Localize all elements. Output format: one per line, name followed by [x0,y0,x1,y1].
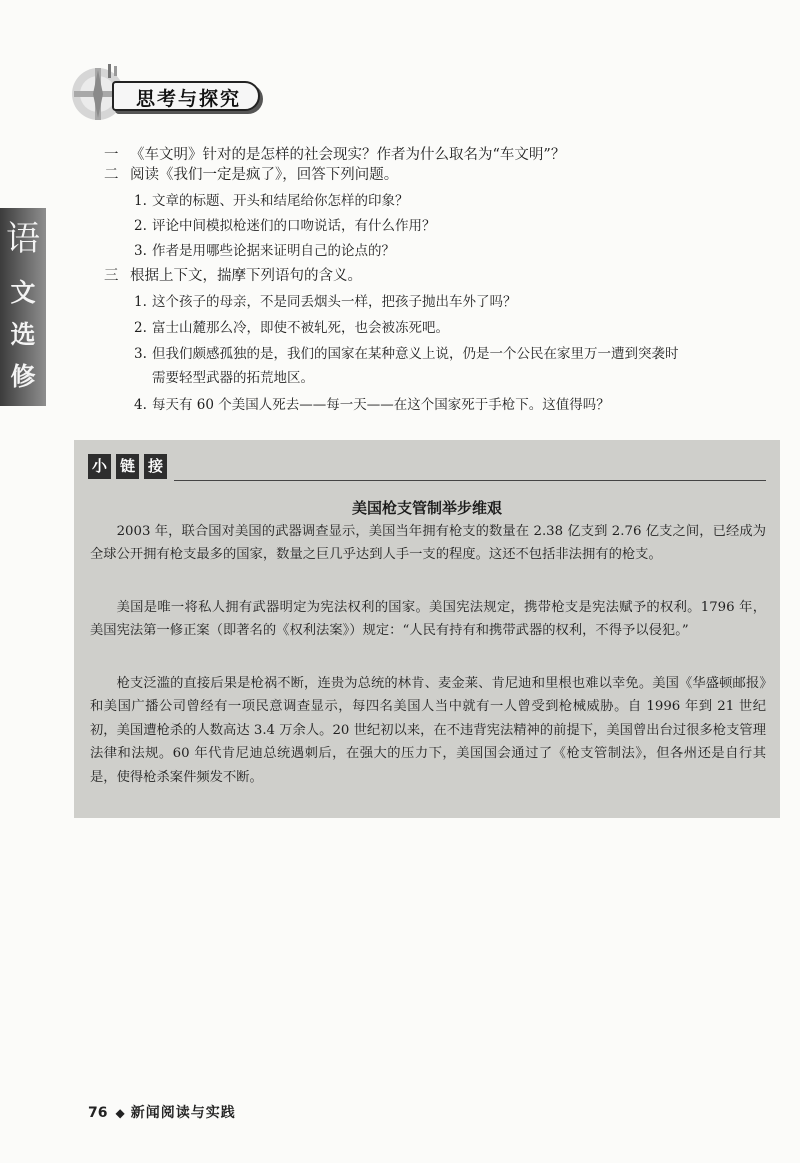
article-paragraph: 美国是唯一将私人拥有武器明定为宪法权利的国家。美国宪法规定，携带枪支是宪法赋予的权利。1796 年，美国宪法第一修正案（即著名的《权利法案》）规定：“人民有持有和携带武器的权利，不得予以侵犯。” [90,600,766,639]
side-tab-char: 语 [6,219,40,259]
sub-question [134,214,436,234]
sub-question-text: 但我们颇感孤独的是，我们的国家在某种意义上说，仍是一个公民在家里万一遭到突袭时 [152,346,679,362]
sub-question-number: 3. [134,243,147,259]
sub-question-text: 作者是用哪些论据来证明自己的论点的？ [152,243,395,259]
question-text: 阅读《我们一定是疯了》，回答下列问题。 [130,167,399,183]
page-footer [88,1102,236,1122]
sub-question-text: 评论中间模拟枪迷们的口吻说话，有什么作用？ [152,218,436,234]
article-title: 美国枪支管制举步维艰 [351,499,502,517]
sub-question [134,342,679,362]
link-label-char: 链 [116,454,139,479]
page-number: 76 [88,1105,108,1121]
sub-question [134,189,409,209]
question-number: 三 [104,268,119,284]
question-number: 一 [104,147,119,163]
question-text: 根据上下文，揣摩下列语句的含义。 [130,268,362,284]
link-label-char: 接 [144,454,167,479]
sub-question [134,239,395,259]
sub-question-number: 3. [134,346,147,362]
link-divider [174,480,766,481]
sub-question-text: 文章的标题、开头和结尾给你怎样的印象？ [152,193,409,209]
article-paragraph: 枪支泛滥的直接后果是枪祸不断，连贵为总统的林肯、麦金莱、肯尼迪和里根也难以幸免。美国《华盛顿邮报》和美国广播公司曾经有一项民意调查显示，每四名美国人当中就有一人曾受到枪械威胁。自 1996 年到 21 世纪初，美国遭枪杀的人数高达 3.4 万余人。20 世纪初以来，在不违背宪法精神的前提下，美国曾出台过很多枪支管理法律和法规。60 年代肯尼迪总统遇刺后，在强大的压力下，美国国会通过了《枪支管制法》，但各州还是自行其是，使得枪杀案件频发不断。 [90,676,766,785]
question-text: 《车文明》针对的是怎样的社会现实？作者为什么取名为“车文明”？ [130,147,566,163]
sub-question-text: 每天有 60 个美国人死去——每一天——在这个国家死于手枪下。这值得吗？ [152,397,610,413]
sub-question-text: 富士山麓那么冷，即使不被轧死，也会被冻死吧。 [152,320,449,336]
sub-question [134,290,517,310]
sub-question-number: 4. [134,397,147,413]
side-tab-char: 修 [10,362,36,391]
sub-question-continuation: 需要轻型武器的拓荒地区。 [152,370,314,386]
sub-question-number: 2. [134,320,147,336]
sub-question-number: 1. [134,193,147,209]
book-title: 新闻阅读与实践 [130,1105,236,1121]
sub-question-number: 1. [134,294,147,310]
side-tab-char: 选 [10,320,36,349]
question-number: 二 [104,167,119,183]
section-title: 思考与探究 [136,88,242,110]
side-tab-char: 文 [10,278,36,307]
link-label-char: 小 [88,454,111,479]
sub-question-number: 2. [134,218,147,234]
sub-question [134,393,610,413]
diamond-icon: ◆ [115,1106,125,1120]
sub-question [134,316,449,336]
sub-question-text: 这个孩子的母亲，不是同丢烟头一样，把孩子抛出车外了吗？ [152,294,517,310]
side-tab [0,208,46,406]
article-paragraph: 2003 年，联合国对美国的武器调查显示，美国当年拥有枪支的数量在 2.38 亿支到 2.76 亿支之间，已经成为全球公开拥有枪支最多的国家，数量之巨几乎达到人手一支的程度。这还不包括非法拥有的枪支。 [90,524,766,563]
link-box [74,440,780,818]
